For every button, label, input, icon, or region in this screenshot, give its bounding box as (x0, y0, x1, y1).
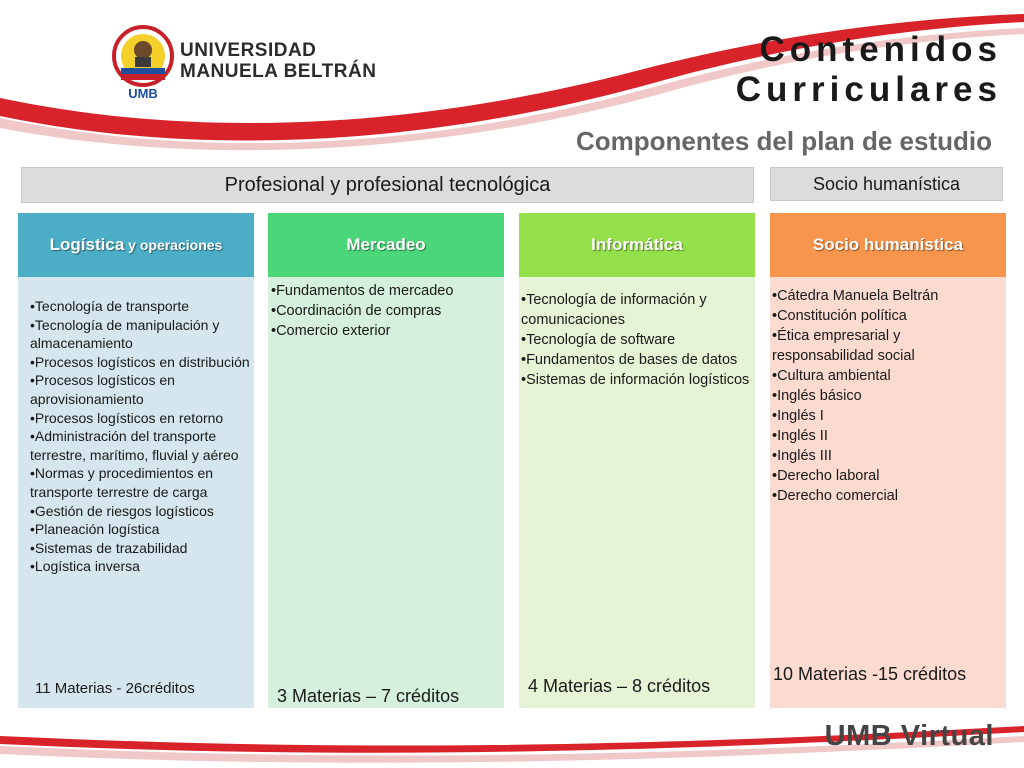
column-body-logistica (18, 277, 254, 708)
list-item: •Derecho laboral (772, 468, 880, 484)
credits-summary: 10 Materias -15 créditos (773, 664, 967, 684)
svg-text:UMB: UMB (128, 86, 158, 101)
subject-list (30, 297, 252, 576)
university-name-line2: MANUELA BELTRÁN (180, 61, 377, 82)
list-item: •Coordinación de compras (271, 303, 442, 319)
column-mercadeo (268, 213, 504, 708)
column-logistica (18, 213, 254, 708)
column-informatica (519, 213, 755, 708)
list-item: •Procesos logísticos en retorno (30, 409, 224, 426)
list-item: •Inglés básico (772, 388, 862, 404)
list-item: •Administración del transporte terrestre, marítimo, fluvial y aéreo (30, 428, 239, 463)
column-body-mercadeo (268, 277, 504, 708)
page-subtitle: Componentes del plan de estudio (575, 126, 992, 156)
column-body-informatica (519, 277, 755, 708)
banner-profesional: Profesional y profesional tecnológica (21, 167, 754, 203)
university-name (180, 40, 376, 82)
list-item: •Inglés I (772, 408, 824, 424)
banner-socio-humanistica: Socio humanística (770, 167, 1003, 201)
list-item: •Cultura ambiental (772, 368, 891, 384)
subject-list (271, 281, 501, 341)
list-item: •Fundamentos de bases de datos (521, 352, 738, 368)
column-header-logistica (18, 213, 254, 277)
list-item: •Inglés III (772, 448, 832, 464)
list-item: •Procesos logísticos en distribución (30, 353, 250, 370)
list-item: •Tecnología de transporte (30, 298, 190, 314)
credits-summary: 3 Materias – 7 créditos (277, 686, 460, 706)
subject-list (772, 286, 1004, 506)
list-item: •Planeación logística (30, 521, 160, 538)
list-item: •Tecnología de información y comunicaciones (521, 292, 707, 328)
list-item: •Sistemas de información logísticos (521, 372, 750, 388)
column-header-socio-humanistica: Socio humanística (770, 213, 1006, 277)
credits-summary: 4 Materias – 8 créditos (528, 676, 711, 696)
list-item: •Logística inversa (30, 558, 140, 575)
list-item: •Derecho comercial (772, 488, 898, 504)
list-item: •Gestión de riesgos logísticos (30, 502, 214, 519)
column-header-mercadeo: Mercadeo (268, 213, 504, 277)
umb-virtual-brand: UMB Virtual (824, 720, 994, 752)
title-line1: Contenidos (759, 30, 1002, 69)
list-item: •Inglés II (772, 428, 828, 444)
column-socio-humanistica (770, 213, 1006, 708)
column-body-socio-humanistica (770, 277, 1006, 708)
list-item: •Constitución política (772, 308, 907, 324)
list-item: •Normas y procedimientos en transporte terrestre de carga (30, 465, 214, 500)
list-item: •Cátedra Manuela Beltrán (772, 288, 939, 304)
list-item: •Procesos logísticos en aprovisionamiento (30, 372, 175, 407)
list-item: •Comercio exterior (271, 323, 391, 339)
list-item: •Tecnología de software (521, 332, 676, 348)
page-title (736, 30, 1002, 110)
column-title-main: Logística (49, 235, 125, 254)
column-title-rest: y operaciones (124, 237, 223, 253)
university-seal-icon (112, 16, 174, 106)
list-item: •Sistemas de trazabilidad (30, 539, 188, 556)
university-name-line1: UNIVERSIDAD (180, 40, 317, 61)
credits-summary: 11 Materias - 26créditos (35, 680, 195, 697)
title-line2: Curriculares (735, 70, 1002, 109)
list-item: •Ética empresarial y responsabilidad social (772, 328, 915, 364)
list-item: •Tecnología de manipulación y almacenamiento (30, 316, 220, 352)
column-header-informatica: Informática (519, 213, 755, 277)
subject-list (521, 290, 751, 390)
list-item: •Fundamentos de mercadeo (271, 283, 454, 299)
